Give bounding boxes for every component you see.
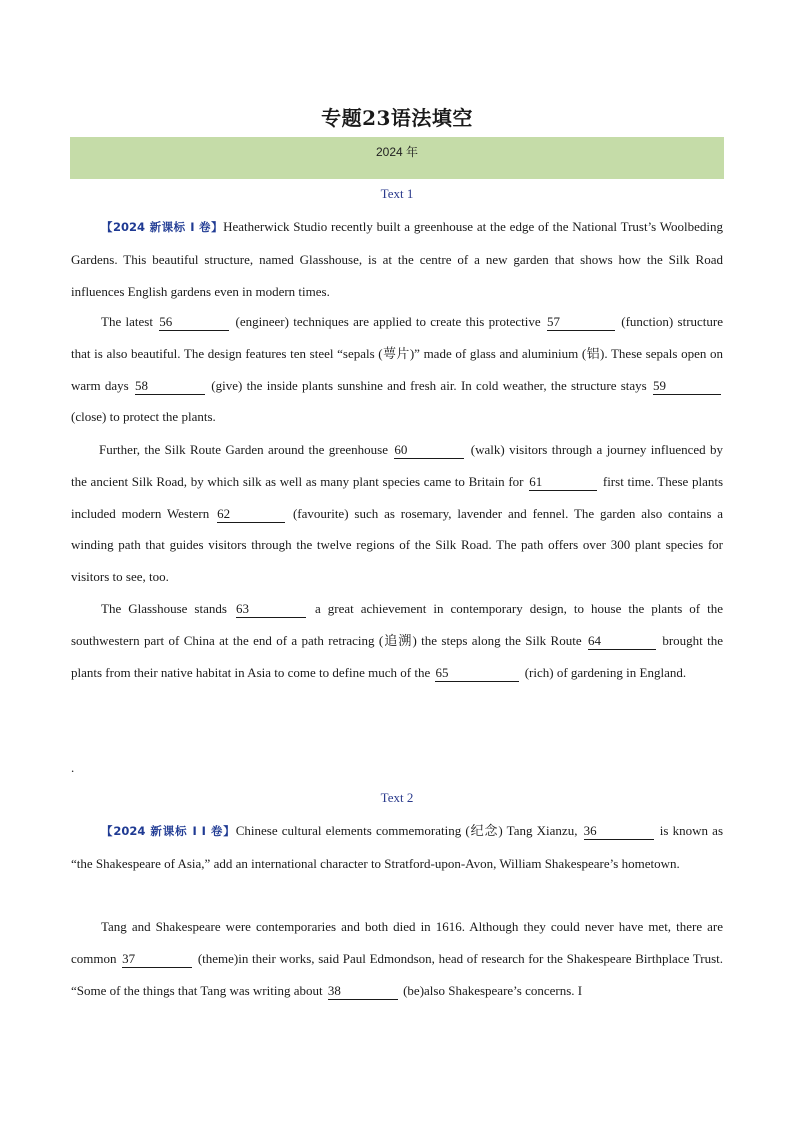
blank-58[interactable]: 58 xyxy=(135,378,205,395)
blank-60[interactable]: 60 xyxy=(394,442,464,459)
blank-64[interactable]: 64 xyxy=(588,633,656,650)
text2-source-tag: 【2024 新课标 I I 卷】 xyxy=(101,824,236,838)
text-run: (function) structure that is also beautiful. The design features ten steel “sepals (萼片)” made of glass and aluminium (铝). These sepals open on warm days xyxy=(71,314,724,393)
text-run: is known as “the Shakespeare of Asia,” add an international character to Stratford-upon-Avon, William Shakespeare’s hometown. xyxy=(71,823,724,871)
text-run: (rich) of gardening in England. xyxy=(524,664,687,680)
text-run: The latest xyxy=(101,314,153,329)
text-run: (close) to protect the plants. xyxy=(71,409,216,425)
text-run: Chinese cultural elements commemorating (纪念) Tang Xianzu, xyxy=(235,823,578,838)
year-label: 2024 年 xyxy=(375,145,419,159)
text2-heading: Text 2 xyxy=(380,790,414,805)
text-run: brought the plants from their native habitat in Asia to come to define much of the xyxy=(71,632,723,680)
text1-heading: Text 1 xyxy=(380,186,414,201)
text1-paragraph-4 xyxy=(71,593,723,688)
text2-paragraph-2 xyxy=(71,911,723,1006)
blank-63[interactable]: 63 xyxy=(236,601,306,618)
blank-36[interactable]: 36 xyxy=(584,823,654,840)
year-band xyxy=(70,137,724,179)
text-run: (give) the inside plants sunshine and fresh air. In cold weather, the structure stays xyxy=(211,377,647,393)
text-run: (be)also Shakespeare’s concerns. I xyxy=(403,982,583,998)
text-run: a great achievement in contemporary design, to house the plants of the southwestern part of China at the end of a path retracing (追溯) the steps along the Silk Route xyxy=(71,601,724,648)
text-run: (engineer) techniques are applied to create this protective xyxy=(235,314,541,329)
text2-paragraph-1 xyxy=(71,815,723,880)
blank-56[interactable]: 56 xyxy=(159,314,229,331)
blank-57[interactable]: 57 xyxy=(547,314,615,331)
text-run: The Glasshouse stands xyxy=(101,601,227,616)
text-run: (theme)in their works, said Paul Edmondson, head of research for the Shakespeare Birthplace Trust. “Some of the things that Tang was writing about xyxy=(71,950,724,998)
blank-59[interactable]: 59 xyxy=(653,378,721,395)
separator-dot: . xyxy=(71,760,75,775)
text1-paragraph-3 xyxy=(71,434,723,593)
blank-62[interactable]: 62 xyxy=(217,506,285,523)
text-run: Tang and Shakespeare were contemporaries and both died in 1616. Although they could never have met, there are common xyxy=(71,919,723,966)
blank-61[interactable]: 61 xyxy=(529,474,597,491)
text1-p1-text: Heatherwick Studio recently built a greenhouse at the edge of the National Trust’s Woolbeding Gardens. This beautiful structure, named Glasshouse, is at the centre of a new garden that shows how the Silk Road influences English gardens even in modern times. xyxy=(71,219,724,299)
blank-65[interactable]: 65 xyxy=(435,665,519,682)
text-run: (walk) visitors through a journey influenced by the ancient Silk Road, by which silk as well as many plant species came to Britain for xyxy=(71,442,724,489)
text-run: Further, the Silk Route Garden around the greenhouse xyxy=(99,442,388,457)
text-run: first time. These plants included modern Western xyxy=(71,473,724,521)
blank-38[interactable]: 38 xyxy=(328,983,398,1000)
text1-source-tag: 【2024 新课标 I 卷】 xyxy=(101,220,224,234)
blank-37[interactable]: 37 xyxy=(122,951,192,968)
text-run: (favourite) such as rosemary, lavender and fennel. The garden also contains a winding path that guides visitors through the twelve regions of the Silk Road. The path offers over 300 plant species for visitors to see, too. xyxy=(71,505,724,585)
text1-paragraph-2 xyxy=(71,306,723,433)
page-title: 专题23语法填空 xyxy=(321,106,473,130)
text1-paragraph-1 xyxy=(71,211,723,307)
